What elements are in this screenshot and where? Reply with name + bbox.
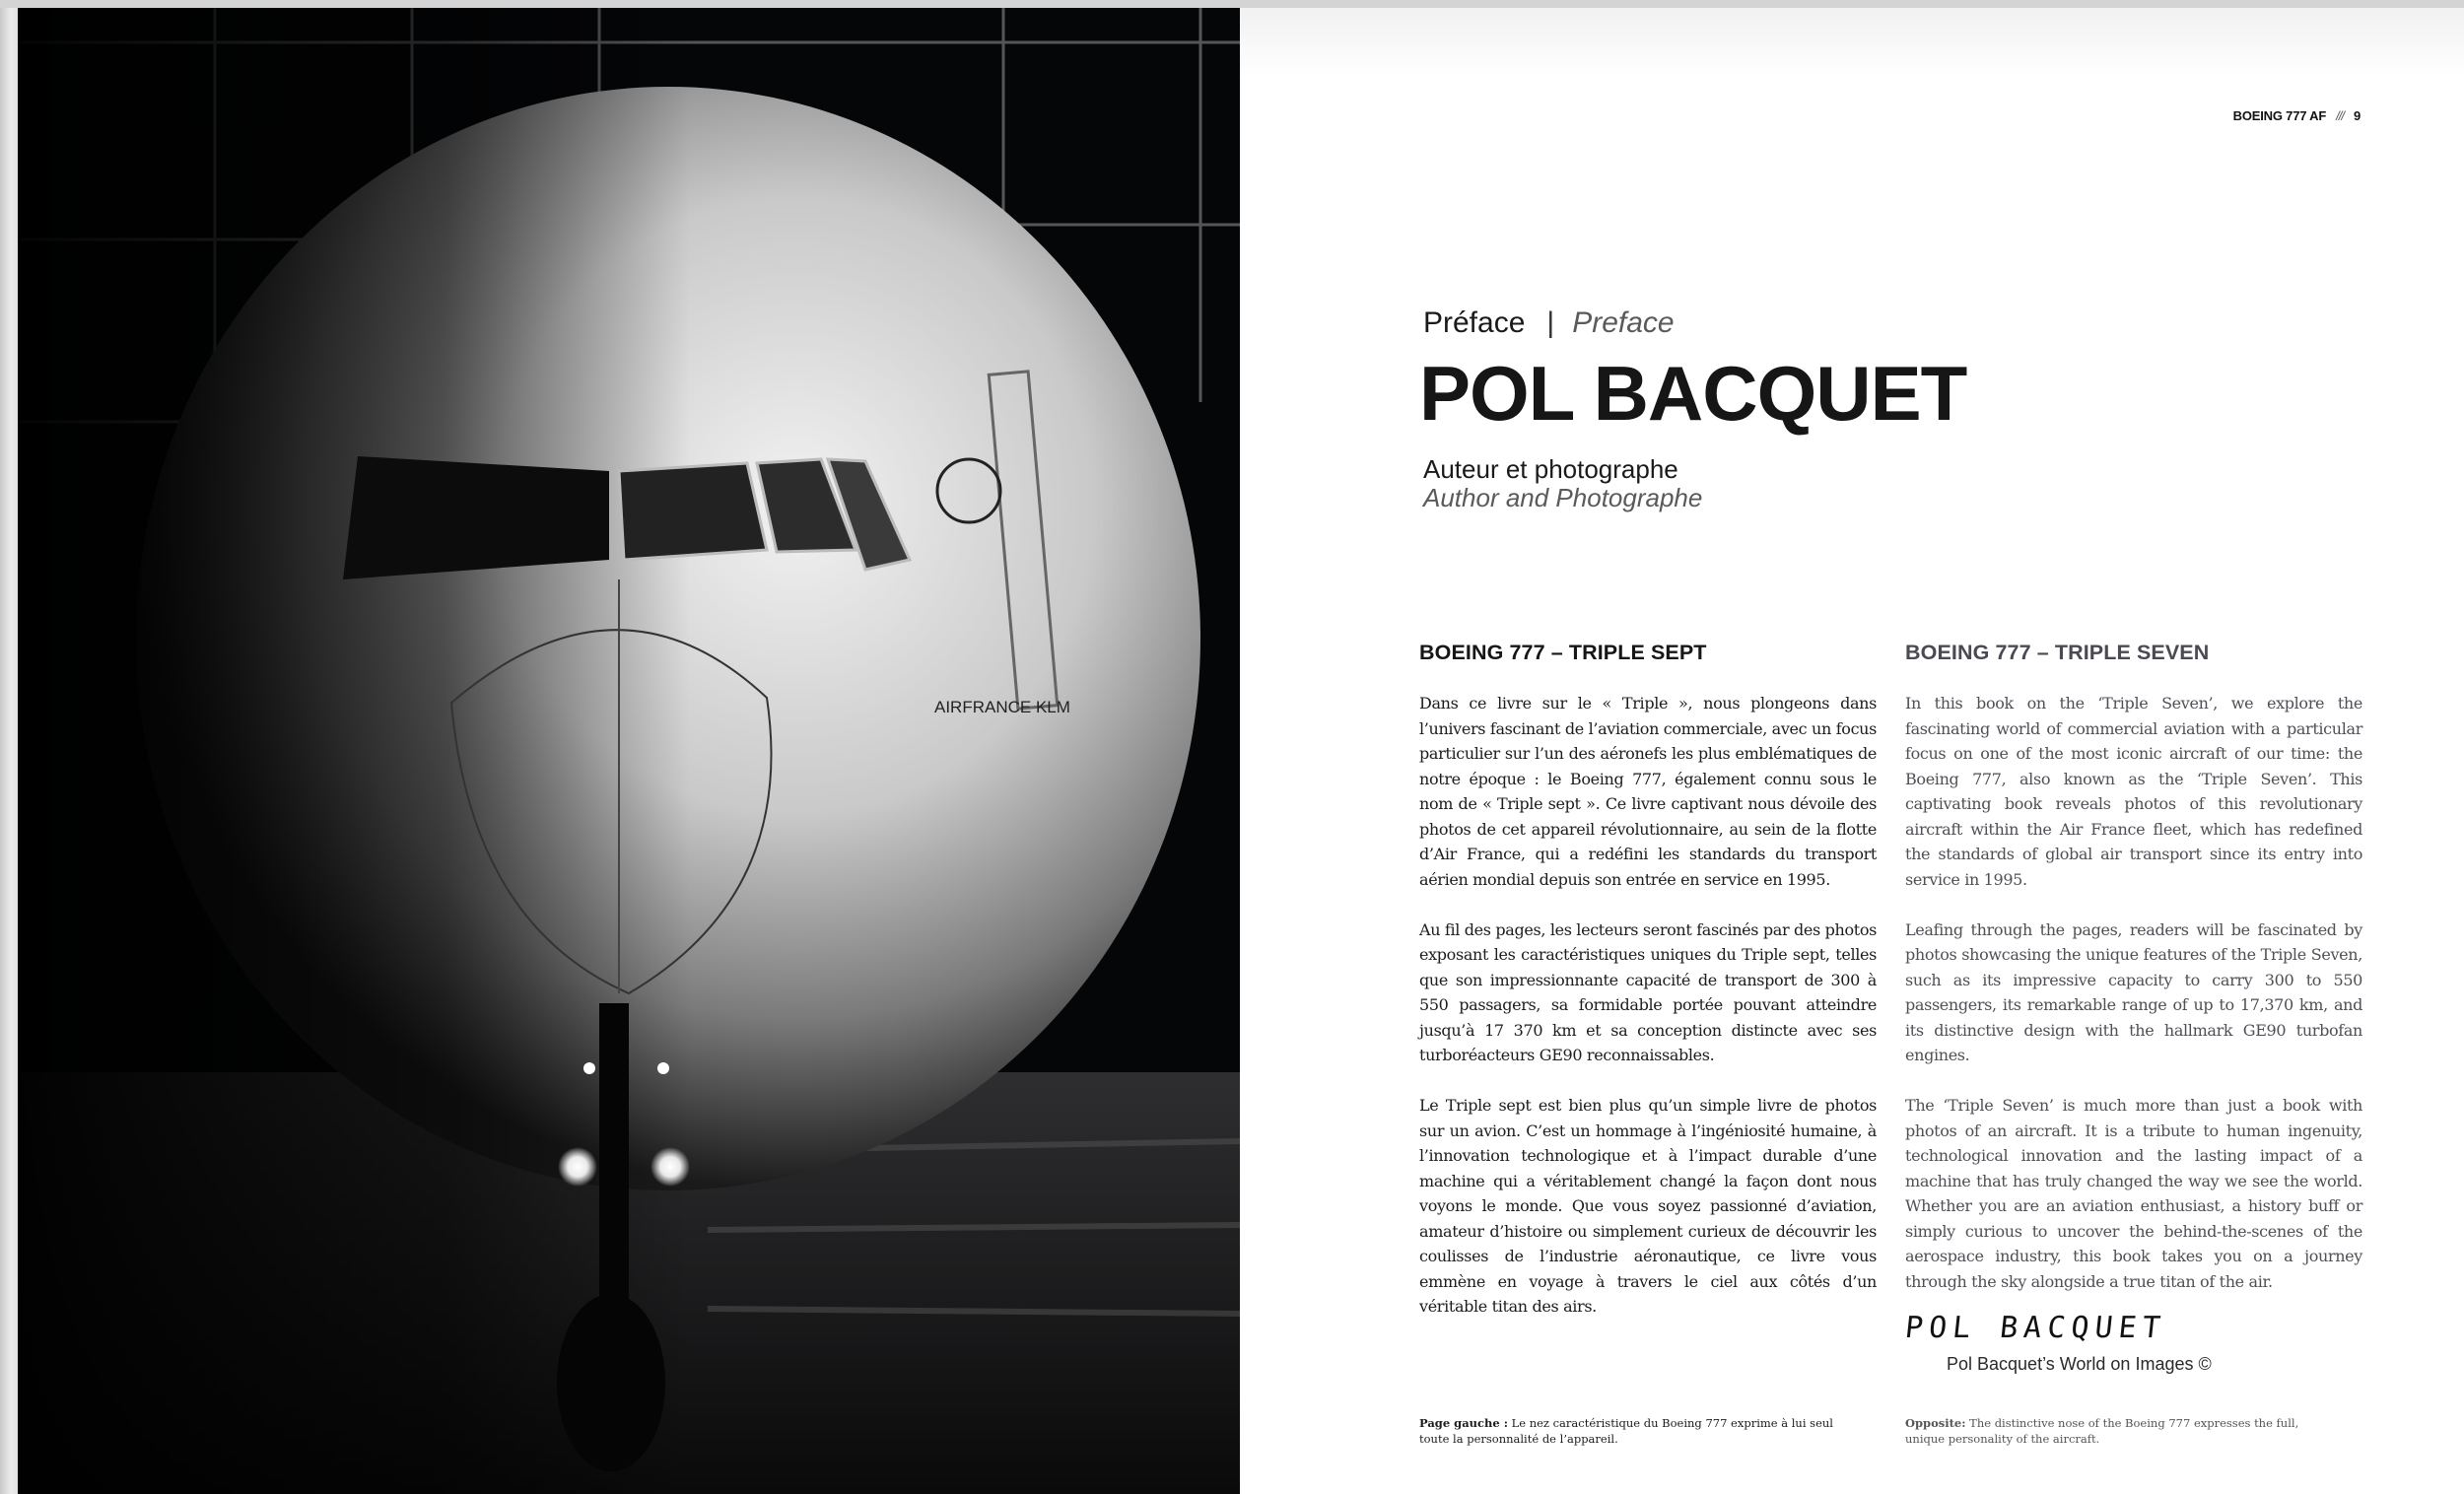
section-label xyxy=(1423,306,1675,340)
copyright-credit: Pol Bacquet’s World on Images © xyxy=(1947,1354,2212,1374)
french-column xyxy=(1419,641,1877,1344)
caption-label-fr: Page gauche : xyxy=(1419,1416,1508,1430)
section-label-en: Preface xyxy=(1572,306,1675,339)
handwritten-signature: POL BACQUET xyxy=(1903,1311,2168,1345)
author-role-fr: Auteur et photographe xyxy=(1423,454,1678,484)
caption-text-fr: Le nez caractéristique du Boeing 777 exprime à lui seul toute la personnalité de l’appareil. xyxy=(1419,1416,1833,1446)
english-column xyxy=(1905,641,2362,1320)
french-paragraph: Au fil des pages, les lecteurs seront fascinés par des photos exposant les caractéristiques uniques du Triple sept, telles que son impressionnante capacité de transport de 300 à 550 passagers, sa formidable portée pouvant atteindre jusqu’à 17 370 km et sa conception distincte avec ses turboréacteurs GE90 reconnaissables. xyxy=(1419,919,1877,1064)
english-paragraph: The ‘Triple Seven’ is much more than just a book with photos of an aircraft. It is a tribute to human ingenuity, technological innovation and the lasting impact of a machine that has truly changed the way we see the world. Whether you are an aviation enthusiast, a history buff or simply curious to uncover the behind-the-scenes of the aerospace industry, this book takes you on a journey through the sky alongside a true titan of the air. xyxy=(1905,1096,2362,1291)
page-edge xyxy=(0,8,18,1494)
english-heading: BOEING 777 – TRIPLE SEVEN xyxy=(1905,641,2210,664)
english-paragraph: Leafing through the pages, readers will be fascinated by photos showcasing the unique features of the Triple Seven, such as its impressive capacity to carry 300 to 550 passengers, its remarkable range of up to 17,370 km, and its distinctive design with the hallmark GE90 turbofan engines. xyxy=(1905,919,2362,1064)
french-paragraph: Dans ce livre sur le « Triple », nous plongeons dans l’univers fascinant de l’aviation commerciale, avec un focus particulier sur l’un des aéronefs les plus emblématiques de notre époque : le Boeing 777, également connu sous le nom de « Triple sept ». Ce livre captivant nous dévoile des photos de cet appareil révolutionnaire, au sein de la flotte d’Air France, qui a redéfini les standards du transport aérien mondial depuis son entrée en service en 1995. xyxy=(1419,694,1877,889)
running-head-title: BOEING 777 AF xyxy=(2232,108,2327,123)
author-name: POL BACQUET xyxy=(1419,350,1967,437)
boeing-777-nose-illustration xyxy=(18,8,1240,1494)
running-head xyxy=(2233,108,2361,123)
author-role-en: Author and Photographe xyxy=(1423,483,1703,512)
right-page xyxy=(1240,8,2464,1494)
english-paragraph: In this book on the ‘Triple Seven’, we explore the fascinating world of commercial aviation with a particular focus on one of the most iconic aircraft of our time: the Boeing 777, also known as the ‘Triple Seven’. This captivating book reveals photos of this revolutionary aircraft within the Air France fleet, which has redefined the standards of global air transport since its entry into service in 1995. xyxy=(1905,694,2362,889)
aircraft-nose-photo xyxy=(18,8,1240,1494)
french-heading: BOEING 777 – TRIPLE SEPT xyxy=(1419,641,1707,664)
photo-caption-fr xyxy=(1419,1415,1833,1447)
caption-label-en: Opposite: xyxy=(1905,1416,1966,1430)
page-number: 9 xyxy=(2353,108,2361,123)
author-signature xyxy=(1905,1311,2230,1380)
livery-text: AIRFRANCE KLM xyxy=(934,698,1070,716)
photo-caption-en xyxy=(1905,1415,2319,1447)
caption-text-en: The distinctive nose of the Boeing 777 expresses the full, unique personality of the aircraft. xyxy=(1905,1416,2299,1446)
section-divider: | xyxy=(1546,306,1555,339)
french-paragraph: Le Triple sept est bien plus qu’un simple livre de photos sur un avion. C’est un hommage à l’ingéniosité humaine, à l’innovation technologique et à l’impact durable d’une machine qui a véritablement changé la façon dont nous voyons le monde. Que vous soyez passionné d’aviation, amateur d’histoire ou simplement curieux de découvrir les coulisses de l’industrie aéronautique, ce livre vous emmène en voyage à travers le ciel aux côtés d’un véritable titan des airs. xyxy=(1419,1096,1877,1316)
section-label-fr: Préface xyxy=(1423,306,1526,339)
running-head-separator: /// xyxy=(2336,108,2344,123)
